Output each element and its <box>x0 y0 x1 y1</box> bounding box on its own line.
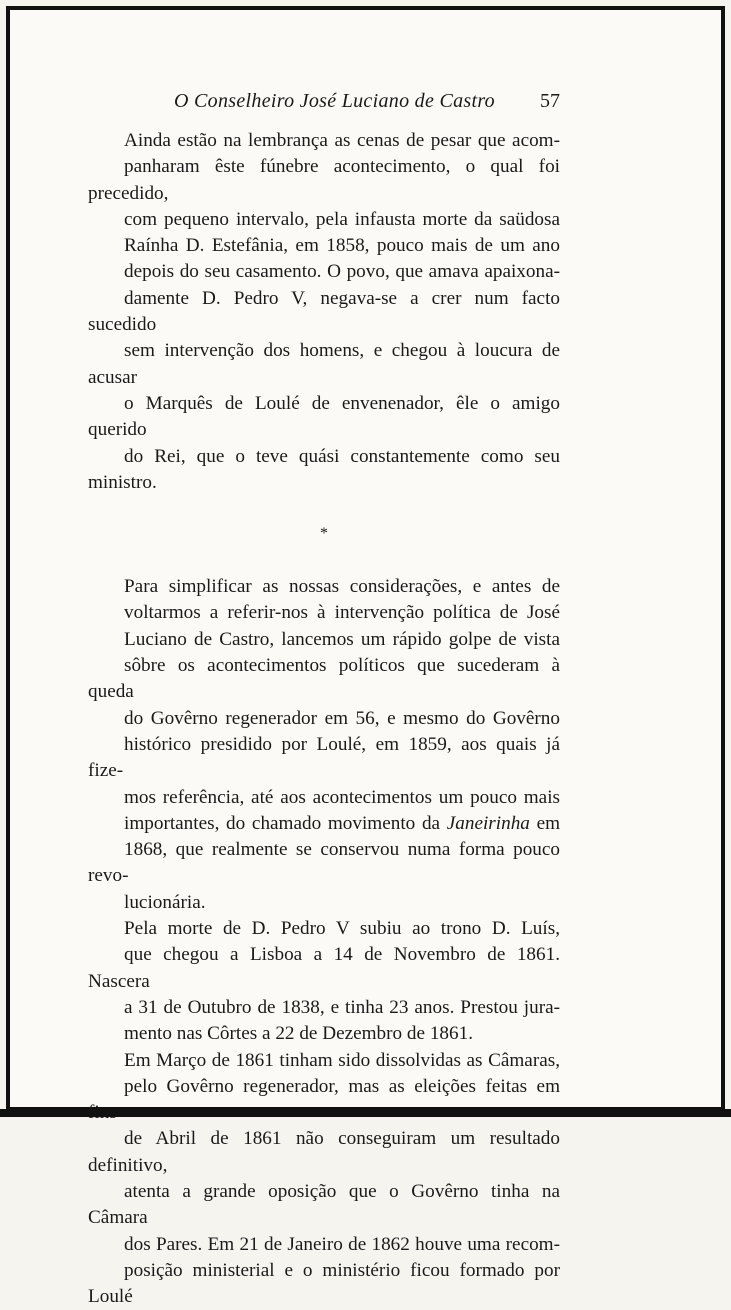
paragraph-1 <box>88 128 560 496</box>
paragraph-4 <box>88 1048 560 1310</box>
text-line: do Rei, que o teve quási constantemente como seu ministro. <box>88 444 560 497</box>
text-line: de Abril de 1861 não conseguiram um resultado definitivo, <box>88 1126 560 1179</box>
book-page <box>88 88 560 1310</box>
text-line: atenta a grande oposição que o Govêrno tinha na Câmara <box>88 1179 560 1232</box>
text-line: mos referência, até aos acontecimentos um pouco mais <box>88 785 560 811</box>
italic-term: Janeirinha <box>447 813 530 834</box>
text-line: lucionária. <box>88 890 560 916</box>
section-separator: * <box>88 524 560 544</box>
text-line: histórico presidido por Loulé, em 1859, aos quais já fize- <box>88 732 560 785</box>
running-title: O Conselheiro José Luciano de Castro <box>174 90 495 113</box>
running-header <box>88 88 560 122</box>
text-line: Raínha D. Estefânia, em 1858, pouco mais de um ano <box>88 233 560 259</box>
text-line: Para simplificar as nossas considerações, e antes de <box>88 574 560 600</box>
text-line: Luciano de Castro, lancemos um rápido golpe de vista <box>88 627 560 653</box>
text-line: mento nas Côrtes a 22 de Dezembro de 1861. <box>88 1021 560 1047</box>
text-line: voltarmos a referir-nos à intervenção política de José <box>88 600 560 626</box>
text-line: dos Pares. Em 21 de Janeiro de 1862 houve uma recom- <box>88 1232 560 1258</box>
text-line: o Marquês de Loulé de envenenador, êle o amigo querido <box>88 391 560 444</box>
text-line: com pequeno intervalo, pela infausta morte da saüdosa <box>88 207 560 233</box>
text-line: sem intervenção dos homens, e chegou à loucura de acusar <box>88 338 560 391</box>
scan-edge <box>0 1109 731 1117</box>
text-line: pelo Govêrno regenerador, mas as eleições feitas em <box>88 1074 560 1127</box>
page-number: 57 <box>540 90 560 113</box>
text-line: depois do seu casamento. O povo, que amava apaixona- <box>88 259 560 285</box>
text-line: Ainda estão na lembrança as cenas de pesar que acom- <box>88 128 560 154</box>
paragraph-3 <box>88 916 560 1047</box>
paragraph-2 <box>88 574 560 916</box>
text-line: 1868, que realmente se conservou numa forma pouco revo- <box>88 837 560 890</box>
text-line: a 31 de Outubro de 1838, e tinha 23 anos. Prestou jura- <box>88 995 560 1021</box>
text-fragment: importantes, do chamado movimento da <box>124 813 440 834</box>
text-line: sôbre os acontecimentos políticos que sucederam à queda <box>88 653 560 706</box>
text-line: que chegou a Lisboa a 14 de Novembro de 1861. Nascera <box>88 942 560 995</box>
text-line: do Govêrno regenerador em 56, e mesmo do Govêrno <box>88 706 560 732</box>
text-line: Em Março de 1861 tinham sido dissolvidas as Câmaras, <box>88 1048 560 1074</box>
text-line: damente D. Pedro V, negava-se a crer num facto sucedido <box>88 286 560 339</box>
text-fragment: em <box>537 813 560 834</box>
text-line: Pela morte de D. Pedro V subiu ao trono D. Luís, <box>88 916 560 942</box>
text-line: panharam êste fúnebre acontecimento, o qual foi precedido, <box>88 154 560 207</box>
text-line: posição ministerial e o ministério ficou formado por Loulé <box>88 1258 560 1310</box>
text-line <box>88 811 560 837</box>
